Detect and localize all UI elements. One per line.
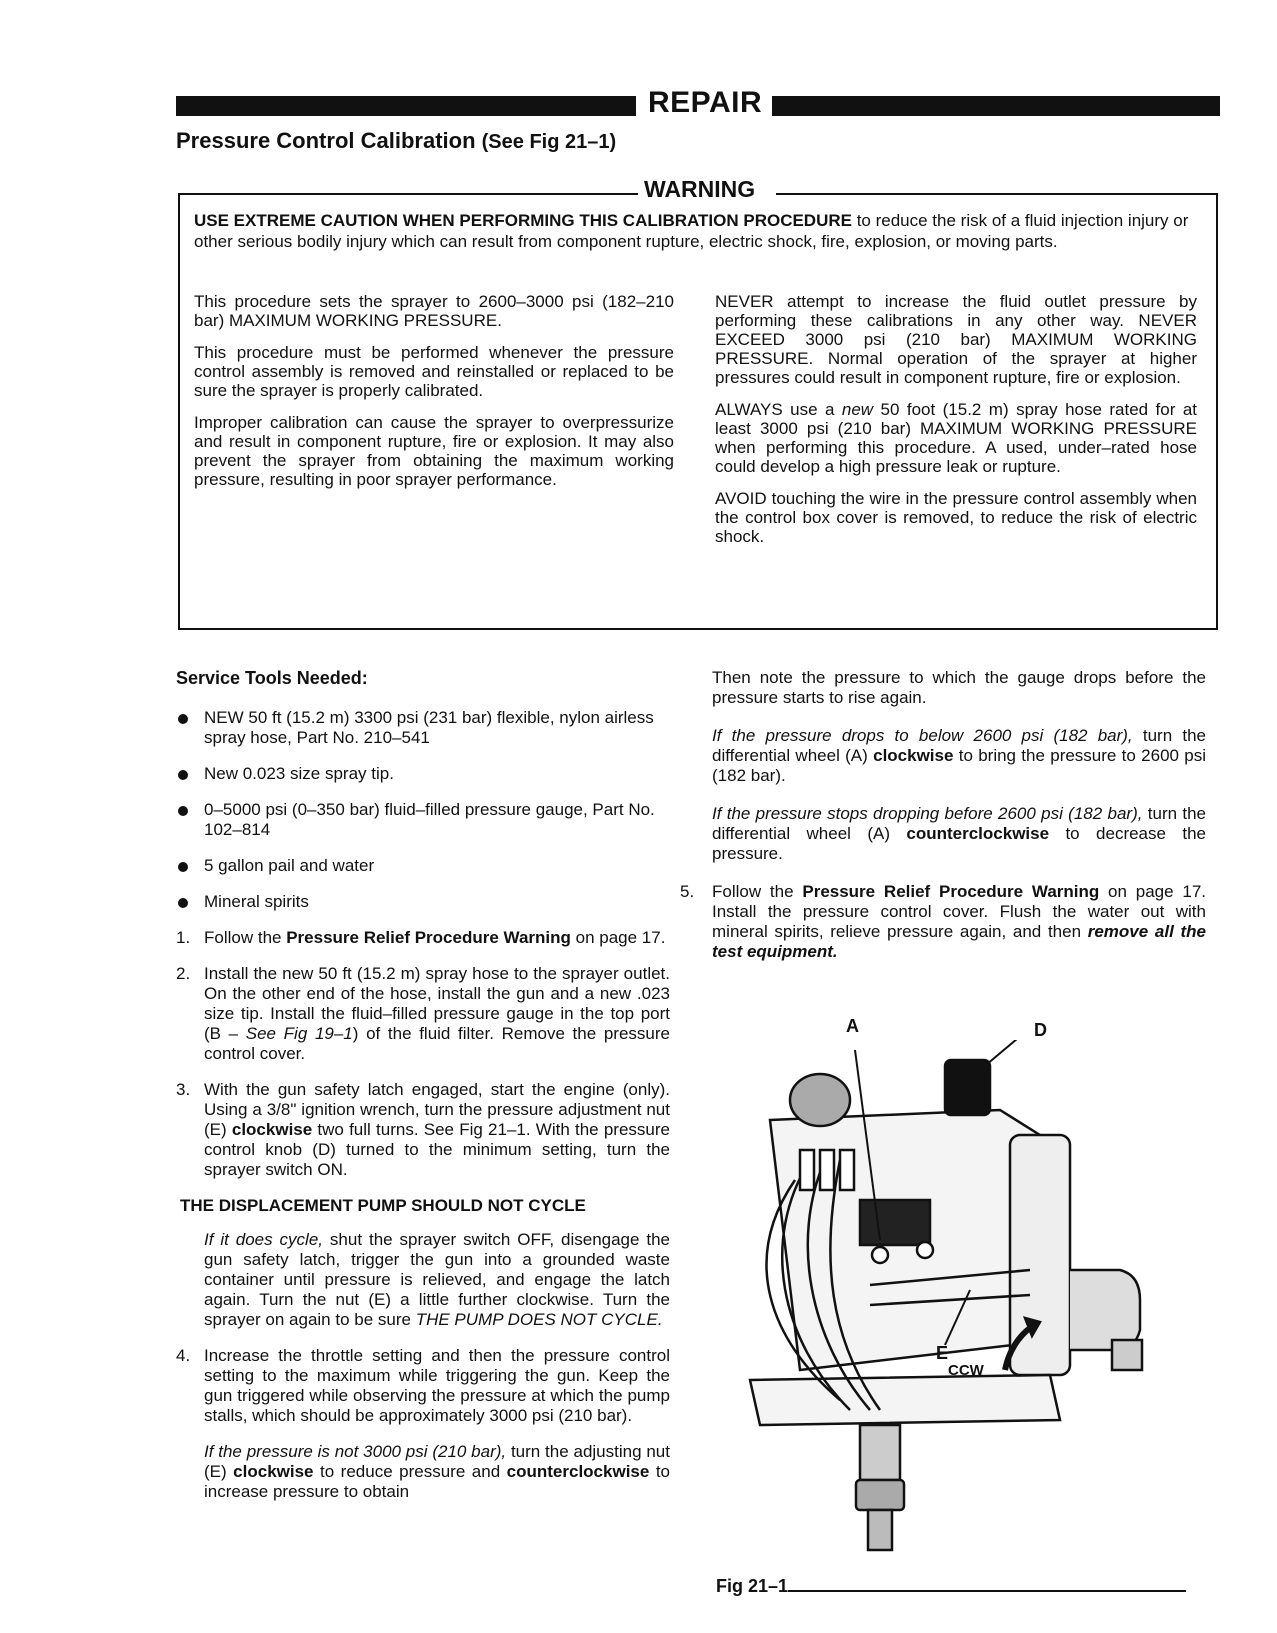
step-1-bold: Pressure Relief Procedure Warning: [286, 928, 571, 947]
right-para-2: [712, 726, 1206, 786]
warning-left-p2: This procedure must be performed whenever the pressure control assembly is removed and reinstalled or replaced to be sure the sprayer is properly calibrated.: [194, 343, 674, 400]
bullet-icon: [178, 862, 188, 872]
step-3-bold: clockwise: [231, 1120, 313, 1139]
tool-item: [176, 800, 670, 840]
warning-intro: [194, 210, 1206, 252]
step-number: 1.: [176, 928, 191, 947]
warning-right-p2: [715, 400, 1197, 476]
bullet-icon: [178, 770, 188, 780]
subtitle-text: Pressure Control Calibration: [176, 128, 476, 153]
step-5-a: Follow the: [712, 882, 803, 901]
step-4b-text-a: turn the adjusting nut (E): [204, 1442, 670, 1481]
right-p2-a: turn the differential wheel (A): [712, 726, 1206, 765]
right-column: [680, 668, 1207, 976]
warning-left-p1: This procedure sets the sprayer to 2600–3000 psi (182–210 bar) MAXIMUM WORKING PRESSURE.: [194, 292, 674, 330]
step-4: [176, 1346, 670, 1426]
figure-label-a: A: [846, 1016, 859, 1036]
step-3-text-a: With the gun safety latch engaged, start the engine (only). Using a 3/8" ignition wrench, turn the pressure adjustment nut (E): [204, 1080, 670, 1139]
step-number: 2.: [176, 964, 191, 983]
figure-label-ccw: CCW: [948, 1362, 984, 1379]
figure-caption: Fig 21–1: [716, 1576, 789, 1596]
cycle-em-2: THE PUMP DOES NOT CYCLE.: [415, 1310, 663, 1329]
warning-title: WARNING: [644, 176, 756, 202]
step-number: 3.: [176, 1080, 191, 1099]
warning-right-column: [715, 292, 1197, 559]
bullet-icon: [178, 898, 188, 908]
subtitle-ref: (See Fig 21–1): [481, 131, 617, 153]
right-p2-c: to bring the pressure to 2600 psi (182 bar).: [712, 746, 1207, 785]
tool-item-text: Mineral spirits: [204, 892, 309, 911]
tool-item: [176, 856, 670, 876]
page-subtitle: [176, 128, 616, 154]
tool-item-text: NEW 50 ft (15.2 m) 3300 psi (231 bar) flexible, nylon airless spray hose, Part No. 210–541: [204, 708, 654, 747]
step-4-text: Increase the throttle setting and then the pressure control setting to the maximum while triggering the gun. Keep the gun triggered while observing the pressure at which the pump stalls, which should be approximately 3000 psi (210 bar).: [204, 1346, 670, 1425]
warning-left-column: [194, 292, 674, 502]
right-p2-em: If the pressure drops to below 2600 psi (182 bar),: [712, 726, 1133, 745]
figure-label-d: D: [1034, 1020, 1047, 1040]
step-1-text-a: Follow the: [204, 928, 287, 947]
cycle-paragraph: [176, 1230, 670, 1330]
step-1: [176, 928, 670, 948]
step-5-c: on page 17. Install the pressure control cover. Flush the water out with mineral spirits, relieve pressure again, and then: [712, 882, 1207, 941]
step-5-bold: Pressure Relief Procedure Warning: [802, 882, 1100, 901]
step-3-text-c: two full turns. See Fig 21–1. With the pressure control knob (D) turned to the minimum setting, turn the sprayer switch ON.: [204, 1120, 670, 1179]
step-1-text-c: on page 17.: [570, 928, 666, 947]
step-2-em: See Fig 19–1: [245, 1024, 353, 1043]
step-4-followup: [176, 1442, 670, 1502]
bullet-icon: [178, 806, 188, 816]
no-cycle-heading: THE DISPLACEMENT PUMP SHOULD NOT CYCLE: [180, 1196, 586, 1215]
tool-item-text: New 0.023 size spray tip.: [204, 764, 394, 783]
header-bar-right: [772, 96, 1220, 116]
left-column: [176, 668, 670, 1518]
step-2-text-b: ) of the fluid filter. Remove the pressure control cover.: [204, 1024, 670, 1063]
warning-left-p3: Improper calibration can cause the sprayer to overpressurize and result in component rupture, fire or explosion. It may also prevent the sprayer from obtaining the maximum working pressure, resulting in poor sprayer performance.: [194, 413, 674, 489]
right-p3-em: If the pressure stops dropping before 2600 psi (182 bar),: [712, 804, 1143, 823]
right-p3-a: turn the differential wheel (A): [712, 804, 1206, 843]
tool-item: [176, 764, 670, 784]
right-para-1: Then note the pressure to which the gauge drops before the pressure starts to rise again.: [712, 668, 1206, 707]
step-4b-text-e: to increase pressure to obtain: [204, 1462, 671, 1501]
tool-item-text: 5 gallon pail and water: [204, 856, 375, 875]
tool-item-text: 0–5000 psi (0–350 bar) fluid–filled pressure gauge, Part No. 102–814: [204, 800, 655, 839]
step-5: [680, 882, 1207, 962]
step-4b-em: If the pressure is not 3000 psi (210 bar),: [204, 1442, 507, 1461]
tool-item: [176, 708, 670, 748]
bullet-icon: [178, 714, 188, 724]
cycle-text: shut the sprayer switch OFF, disengage the gun safety latch, trigger the gun into a grounded waste container until pressure is relieved, and engage the latch again. Turn the nut (E) a little further clockwise. Turn the sprayer on again to be sure: [204, 1230, 671, 1329]
cycle-em: If it does cycle,: [204, 1230, 324, 1249]
right-p3-bold: counterclockwise: [906, 824, 1050, 843]
figure-caption-rule: [788, 1590, 1186, 1592]
step-3: [176, 1080, 670, 1180]
figure-pressure-control: [740, 1016, 1200, 1560]
step-number: 5.: [680, 882, 695, 901]
warning-intro-bold: USE EXTREME CAUTION WHEN PERFORMING THIS CALIBRATION PROCEDURE: [194, 211, 852, 230]
step-number: 4.: [176, 1346, 191, 1365]
step-4b-bold-counterclockwise: counterclockwise: [506, 1462, 650, 1481]
section-title: REPAIR: [648, 86, 763, 119]
header-bar-left: [176, 96, 636, 116]
step-2-text-a: Install the new 50 ft (15.2 m) spray hose to the sprayer outlet. On the other end of the hose, install the gun and a new .023 size tip. Install the fluid–filled pressure gauge in the top port (B –: [204, 964, 670, 1043]
warning-right-p2-em: new: [841, 400, 874, 419]
step-2: [176, 964, 670, 1064]
warning-right-p2-a: ALWAYS use a: [715, 400, 842, 419]
right-p2-bold: clockwise: [873, 746, 954, 765]
right-para-3: [712, 804, 1206, 864]
pressure-control-illustration: [740, 1040, 1200, 1560]
step-4b-bold-clockwise: clockwise: [233, 1462, 314, 1481]
warning-intro-rest: to reduce the risk of a fluid injection injury or other serious bodily injury which can result from component rupture, electric shock, fire, explosion, or moving parts.: [194, 211, 1189, 251]
tool-item: [176, 892, 670, 912]
tools-heading: Service Tools Needed:: [176, 668, 368, 688]
step-4b-text-c: to reduce pressure and: [313, 1462, 507, 1481]
right-p3-c: to decrease the pressure.: [712, 824, 1206, 863]
warning-right-p1: NEVER attempt to increase the fluid outlet pressure by performing these calibrations in any other way. NEVER EXCEED 3000 psi (210 bar) MAXIMUM WORKING PRESSURE. Normal operation of the sprayer at higher pressures could result in component rupture, fire or explosion.: [715, 292, 1197, 387]
figure-label-e: E: [936, 1343, 949, 1363]
warning-right-p2-b: 50 foot (15.2 m) spray hose rated for at least 3000 psi (210 bar) MAXIMUM WORKING PRESSURE when performing this procedure. A used, under–rated hose could develop a high pressure leak or rupture.: [715, 400, 1198, 476]
warning-right-p3: AVOID touching the wire in the pressure control assembly when the control box cover is removed, to reduce the risk of electric shock.: [715, 489, 1197, 546]
step-5-em: remove all the test equipment.: [712, 922, 1207, 961]
